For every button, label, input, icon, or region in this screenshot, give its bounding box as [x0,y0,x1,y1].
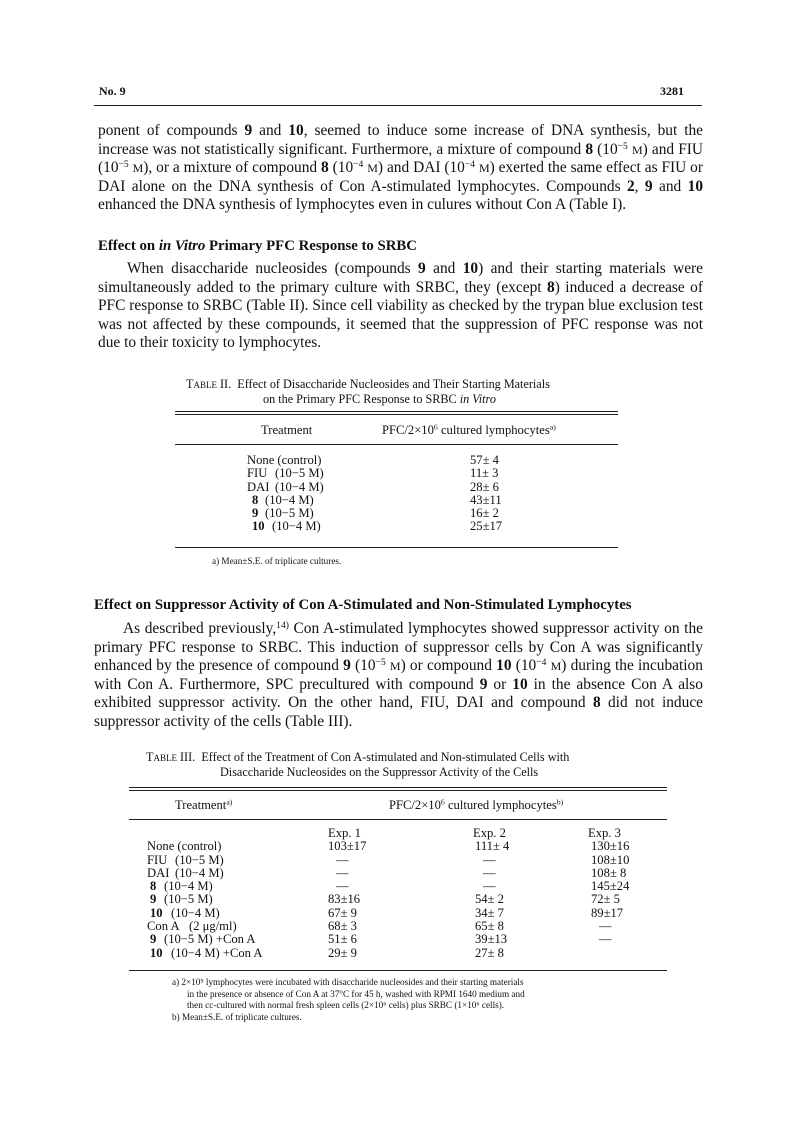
table3-exp-header: Exp. 1 [328,826,361,840]
para3-run: M [550,659,562,674]
section1-run: Primary PFC Response to SRBC [205,238,417,254]
table2-header [175,424,618,437]
section1-run: Effect on [98,238,159,254]
table2-cell-concentration: (10−5 M) [275,466,324,481]
table3-cell-value: 68± 3 [328,919,357,934]
para1-run: (10 [328,159,354,177]
table3-cell-value: 145±24 [591,879,630,894]
para1-run: −5 [617,140,628,152]
para3-run: 14) [276,619,289,631]
table3-cell-concentration: (10−5 M) [175,852,224,867]
page-number-left: No. 9 [99,84,126,98]
table2-caption-in-vitro: in Vitro [459,391,496,406]
section-heading-pfc-response [98,238,417,255]
table3-label: Table III. [146,750,196,764]
table3-header-rule [129,819,667,820]
table3-cell-value: 83±16 [328,892,361,907]
para1-run: (10 [593,140,618,158]
table3-cell-value: 65± 8 [475,919,504,934]
para3-run: As described previously, [123,620,277,637]
table2-col-pfc [382,424,556,437]
para2-run: When disaccharide nucleosides (compounds [127,260,419,277]
table2-caption-line2: on the Primary PFC Response to SRBC [263,391,460,406]
table2-top-rule [175,411,618,415]
table3-cell-value: 67± 9 [328,905,357,920]
para3-run: −4 [536,656,547,668]
para2-run: 9 [418,260,426,277]
para3-run: ) during the incubation with Con A. Furthermore, SPC precultured with compound [94,657,703,693]
table3-cell-value: — [336,852,349,867]
para1-run: ) exerted the same effect as FIU or DAI alone on the DNA synthesis of Con A-stimulated lymphocytes. Compounds [98,159,704,195]
para1-run: ponent of compounds [98,122,245,139]
para1-run: M [132,161,144,176]
table3-cell-treatment: 9 [150,892,157,907]
para3-run: 9 [343,657,351,675]
para2-run: 10 [462,260,479,277]
table3-cell-value: 54± 2 [475,892,504,907]
table3-cell-value: 34± 7 [475,905,504,920]
table3-cell-value: — [483,879,496,894]
table3-row [129,854,667,867]
table3-header [129,799,667,812]
para1-run: M [367,161,378,176]
table3-cell-treatment: None (control) [147,839,222,854]
table2-cell-value: 57± 4 [470,453,499,467]
table3-col-pfc-note: b) [556,797,564,807]
section1-run: in Vitro [158,238,206,254]
table3-row [129,947,667,960]
paragraph-suppressor-activity [94,620,703,732]
para1-run: , [634,177,645,195]
table3-cell-value: 89±17 [591,905,624,920]
para2-run: ) and their starting materials were simultaneously added to the primary culture with SRBC, they (except [98,260,703,296]
table2-row [175,481,618,494]
table2-footnote: a) Mean±S.E. of triplicate cultures. [212,556,342,566]
table3-cell-concentration: (10−4 M) [175,865,224,880]
table3-cell-value: — [599,919,612,934]
table3-cell-value: — [483,852,496,867]
table2-cell-value: 28± 6 [470,479,499,494]
para3-run: −5 [375,656,386,668]
section-heading-suppressor-activity [94,597,632,614]
table3-cell-value: 103±17 [328,839,367,854]
table2-row [175,467,618,480]
table3-exp-header: Exp. 3 [588,826,621,840]
para3-run: M [389,659,401,674]
table3-cell-concentration: (10−4 M) [171,905,220,920]
page-number-right: 3281 [660,84,684,98]
section2-run: Effect on Suppressor Activity of Con A-Stimulated and Non-Stimulated Lymphocytes [94,597,632,613]
para1-run: M [478,161,490,176]
table2-cell-treatment: DAI [247,479,270,494]
table3-col-pfc-exp: 6 [440,797,445,807]
table2-body [175,454,618,534]
para1-run: 10 [687,177,704,195]
paragraph-dna-synthesis [98,122,703,215]
table3-cell-value: 111± 4 [475,839,510,854]
para1-run: enhanced the DNA synthesis of lymphocytes even in culures without Con A (Table I). [98,196,627,214]
paragraph-pfc-response [98,260,703,353]
para1-run: 8 [321,159,329,177]
table2-row [175,454,618,467]
table2-cell-concentration: (10−4 M) [272,519,321,534]
para1-run: 8 [585,140,594,158]
table3-row [129,907,667,920]
table3-caption-line2: Disaccharide Nucleosides on the Suppressor Activity of the Cells [220,764,539,779]
table3-caption-line1: Effect of the Treatment of Con A-stimulated and Non-stimulated Cells with [201,750,570,764]
para3-run: 8 [592,694,601,712]
para1-run: −4 [464,158,476,170]
table3-top-rule [129,787,667,791]
table3-body [129,827,667,960]
para3-run: 10 [496,657,512,675]
table3-row [129,840,667,853]
table2-caption-line1: Effect of Disaccharide Nucleosides and Their Starting Materials [237,377,550,391]
table2-col-pfc-b: cultured lymphocytes [437,423,550,437]
table2-cell-concentration: (10−4 M) [265,492,314,507]
table3-cell-concentration: (2 μg/ml) [189,919,237,934]
table3-cell-value: — [336,865,349,880]
table2-col-pfc-note: a) [549,422,556,432]
table2-col-pfc-a: PFC/2×10 [382,423,434,437]
para1-run: 9 [244,122,253,139]
table3-cell-treatment: Con A [147,919,180,934]
table3-cell-treatment: FIU [147,852,168,867]
table3-footnotes [172,977,642,1023]
para3-run: in the absence Con A also exhibited suppressor activity. On the other hand, FIU, DAI and compound [94,675,703,712]
table3-cell-value: 130±16 [591,839,630,854]
para1-run: 10 [288,122,304,139]
table3-cell-treatment: 9 [150,932,157,947]
para3-run: did not induce suppressor activity of the cells (Table III). [94,694,703,730]
para3-run: or [487,675,513,693]
table2-cell-treatment: 9 [252,506,259,521]
para3-run: ) or compound [400,657,497,675]
table3-row [129,880,667,893]
table3-footnote-a-line: in the presence or absence of Con A at 37°C for 45 h, washed with RPMI 1640 medium and [187,988,525,999]
table3-bottom-rule [129,970,667,971]
table3-cell-value: 108±10 [591,852,630,867]
para3-run: 9 [479,675,488,693]
table3-cell-concentration: (10−4 M) +Con A [171,945,263,960]
table3-col-pfc-b: cultured lymphocytes [444,798,557,812]
table2-row [175,520,618,533]
para3-run: 10 [512,675,528,693]
table3-cell-value: 51± 6 [328,932,357,947]
table2-col-treatment: Treatment [261,423,313,437]
table3-col-treatment [175,799,232,812]
para3-run: Con A-stimulated lymphocytes showed suppressor activity on the primary PFC response to SRBC. This induction of suppressor cells by Con A was significantly enhanced by the presence of compound [94,620,703,675]
table3-cell-value: 29± 9 [328,945,357,960]
header-rule [94,105,702,106]
table3-exp-header-row [129,827,667,840]
table3-row [129,893,667,906]
table3-col-pfc [389,799,563,812]
table3-cell-value: — [599,932,612,947]
table3-footnote-a-line: then cc-cultured with normal fresh spleen cells (2×10⁶ cells) plus SRBC (1×10⁶ cells). [187,1000,505,1010]
table2-cell-treatment: None (control) [247,453,322,467]
table3-col-treatment-text: Treatment [175,798,227,812]
para1-run: ), or a mixture of compound [143,159,322,177]
para2-run: and [425,260,463,277]
para3-run: (10 [350,657,376,675]
table2-col-pfc-exp: 6 [433,422,438,432]
table3-cell-concentration: (10−5 M) [164,892,213,907]
table2-cell-treatment: FIU [247,466,268,481]
table3-cell-value: 108± 8 [591,865,627,880]
table2-bottom-rule [175,547,618,548]
para3-run: (10 [511,657,537,675]
table3-cell-treatment: DAI [147,865,170,880]
para1-run: 9 [644,177,653,195]
table2-cell-concentration: (10−4 M) [275,479,324,494]
table3-cell-value: 27± 8 [475,945,504,960]
table2-label: Table II. [186,377,232,391]
para1-run: −5 [118,158,129,170]
table2-caption [186,377,636,406]
table2-row [175,494,618,507]
table3-footnote-a-line: a) 2×10⁵ lymphocytes were incubated with disaccharide nucleosides and their starting materials [172,977,524,987]
table2-cell-value: 43±11 [470,492,502,507]
table3-caption [146,750,706,779]
table2-header-rule [175,444,618,445]
table3-row [129,920,667,933]
para1-run: M [631,142,643,157]
para1-run: −4 [353,158,364,170]
para1-run: ) and DAI (10 [377,159,465,177]
table2-cell-value: 16± 2 [470,506,499,521]
table3-cell-value: 39±13 [475,932,508,947]
table3-cell-concentration: (10−4 M) [164,879,213,894]
table2-cell-treatment: 10 [252,519,265,534]
para2-run: 8 [547,278,555,296]
para1-run: 2 [626,177,635,195]
table3-col-pfc-a: PFC/2×10 [389,798,441,812]
table3-row [129,867,667,880]
table3-cell-value: 72± 5 [591,892,620,907]
table2-cell-value: 25±17 [470,519,503,534]
table3-cell-value: — [336,879,349,894]
table3-cell-treatment: 10 [150,945,163,960]
table2-row [175,507,618,520]
para1-run: and [652,177,688,195]
table3-cell-treatment: 8 [150,879,157,894]
para1-run: , seemed to induce some increase of DNA synthesis, but the increase was not statistically significant. Furthermore, a mixture of compound [98,122,704,158]
table3-col-treatment-note: a) [226,797,233,807]
table2-cell-treatment: 8 [252,492,259,507]
table3-cell-concentration: (10−5 M) +Con A [164,932,256,947]
para1-run: and [252,122,289,139]
para1-run: ) and FIU (10 [98,140,703,177]
para2-run: ) induced a decrease of PFC response to SRBC (Table II). Since cell viability as checked by the trypan blue exclusion test was not affected by these compounds, it seemed that the suppression of PFC response was not due to their toxicity to lymphocytes. [98,278,703,352]
table3-footnote-b: b) Mean±S.E. of triplicate cultures. [172,1011,302,1022]
table3-cell-value: — [483,865,496,880]
table3-cell-treatment: 10 [150,905,163,920]
table3-exp-header: Exp. 2 [473,826,506,840]
table3-row [129,933,667,946]
table2-cell-concentration: (10−5 M) [265,506,314,521]
table2-cell-value: 11± 3 [470,466,499,481]
